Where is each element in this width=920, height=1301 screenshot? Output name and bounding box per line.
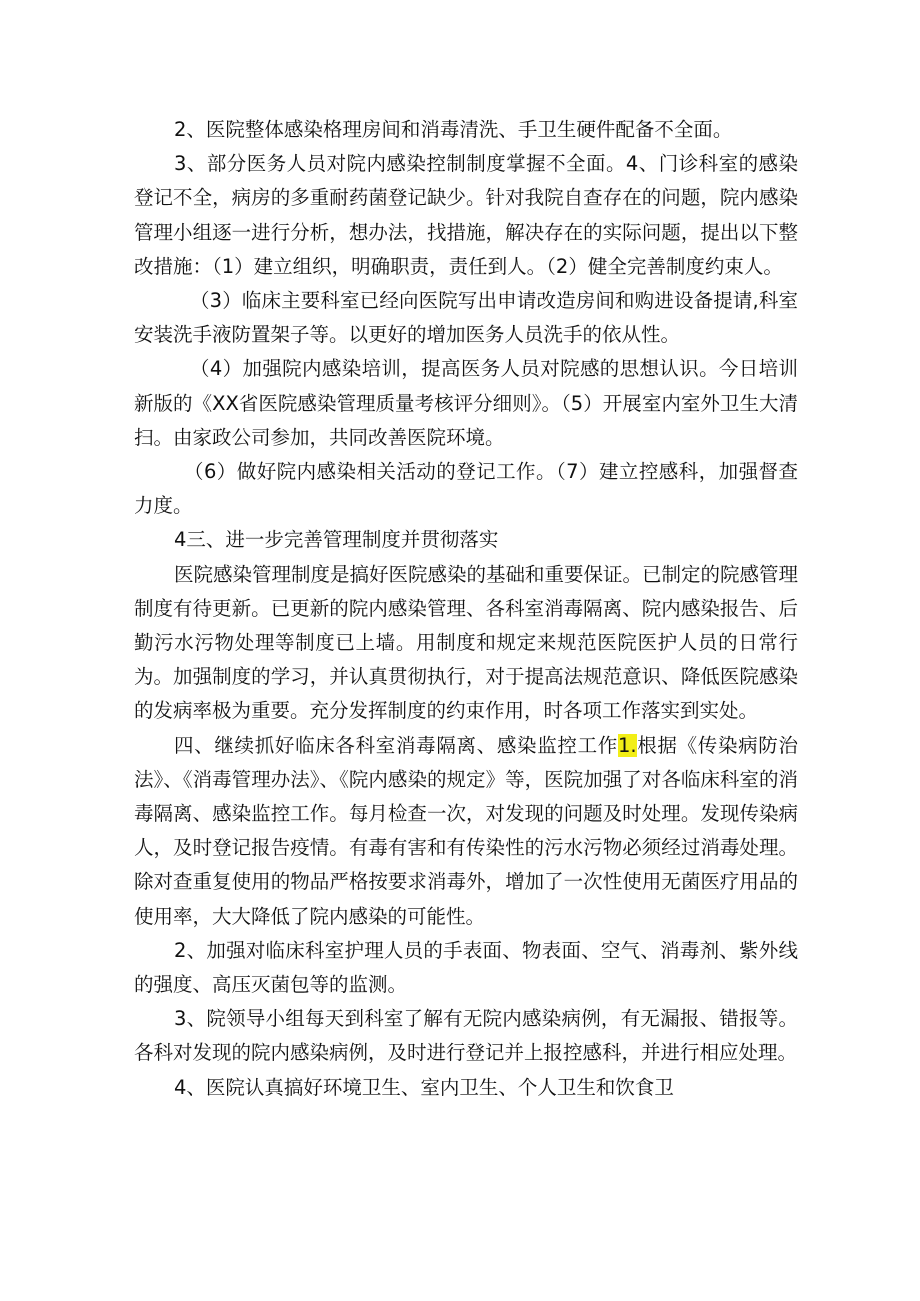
paragraph-monitoring: 2、加强对临床科室护理人员的手表面、物表面、空气、消毒剂、紫外线的强度、高压灭菌包等的监测。 [134, 938, 798, 997]
document-body [134, 113, 798, 1105]
section-heading-4: 四、继续抓好临床各科室消毒隔离、感染监控工作 [174, 733, 618, 757]
paragraph-hardware: 2、医院整体感染格理房间和消毒清洗、手卫生硬件配备不全面。 [174, 118, 733, 141]
paragraph-measure-3: （3）临床主要科室已经向医院写出申请改造房间和购进设备提请,科室安装洗手液防置架子等。以更好的增加医务人员洗手的依从性。 [134, 289, 798, 347]
paragraph-measure-6-7: （6）做好院内感染相关活动的登记工作。（7）建立控感科，加强督查力度。 [134, 460, 798, 518]
paragraph-issues-measures: 3、部分医务人员对院内感染控制制度掌握不全面。4、门诊科室的感染登记不全，病房的多重耐药菌登记缺少。针对我院自查存在的问题，院内感染管理小组逐一进行分析，想办法，找措施，解决存在的实际问题，提出以下整改措施：（1）建立组织，明确职责，责任到人。（2）健全完善制度约束人。 [134, 152, 798, 278]
highlighted-number: 1. [617, 733, 637, 757]
paragraph-management-system: 医院感染管理制度是搞好医院感染的基础和重要保证。已制定的院感管理制度有待更新。已更新的院内感染管理、各科室消毒隔离、院内感染报告、后勤污水污物处理等制度已上墙。用制度和规定来规范医院医护人员的日常行为。加强制度的学习，并认真贯彻执行，对于提高法规范意识、降低医院感染的发病率极为重要。充分发挥制度的约束作用，时各项工作落实到实处。 [134, 562, 799, 723]
paragraph-measure-4-5: （4）加强院内感染培训，提高医务人员对院感的思想认识。今日培训新版的《XX省医院感染管理质量考核评分细则》。（5）开展室内室外卫生大清扫。由家政公司参加，共同改善医院环境。 [134, 357, 798, 449]
paragraph-hygiene: 4、医院认真搞好环境卫生、室内卫生、个人卫生和饮食卫 [174, 1075, 674, 1099]
paragraph-disinfection: 根据《传染病防治法》、《消毒管理办法》、《院内感染的规定》等，医院加强了对各临床科室的消毒隔离、感染监控工作。每月检查一次，对发现的问题及时处理。发现传染病人，及时登记报告疫情。有毒有害和有传染性的污水污物必须经过消毒处理。除对查重复使用的物品严格按要求消毒外，增加了一次性使用无菌医疗用品的使用率，大大降低了院内感染的可能性。 [134, 733, 798, 928]
paragraph-daily-check: 3、院领导小组每天到科室了解有无院内感染病例，有无漏报、错报等。各科对发现的院内感染病例，及时进行登记并上报控感科，并进行相应处理。 [134, 1007, 798, 1065]
paragraph-section-4 [134, 729, 798, 934]
section-heading-3: 4三、进一步完善管理制度并贯彻落实 [174, 528, 499, 552]
